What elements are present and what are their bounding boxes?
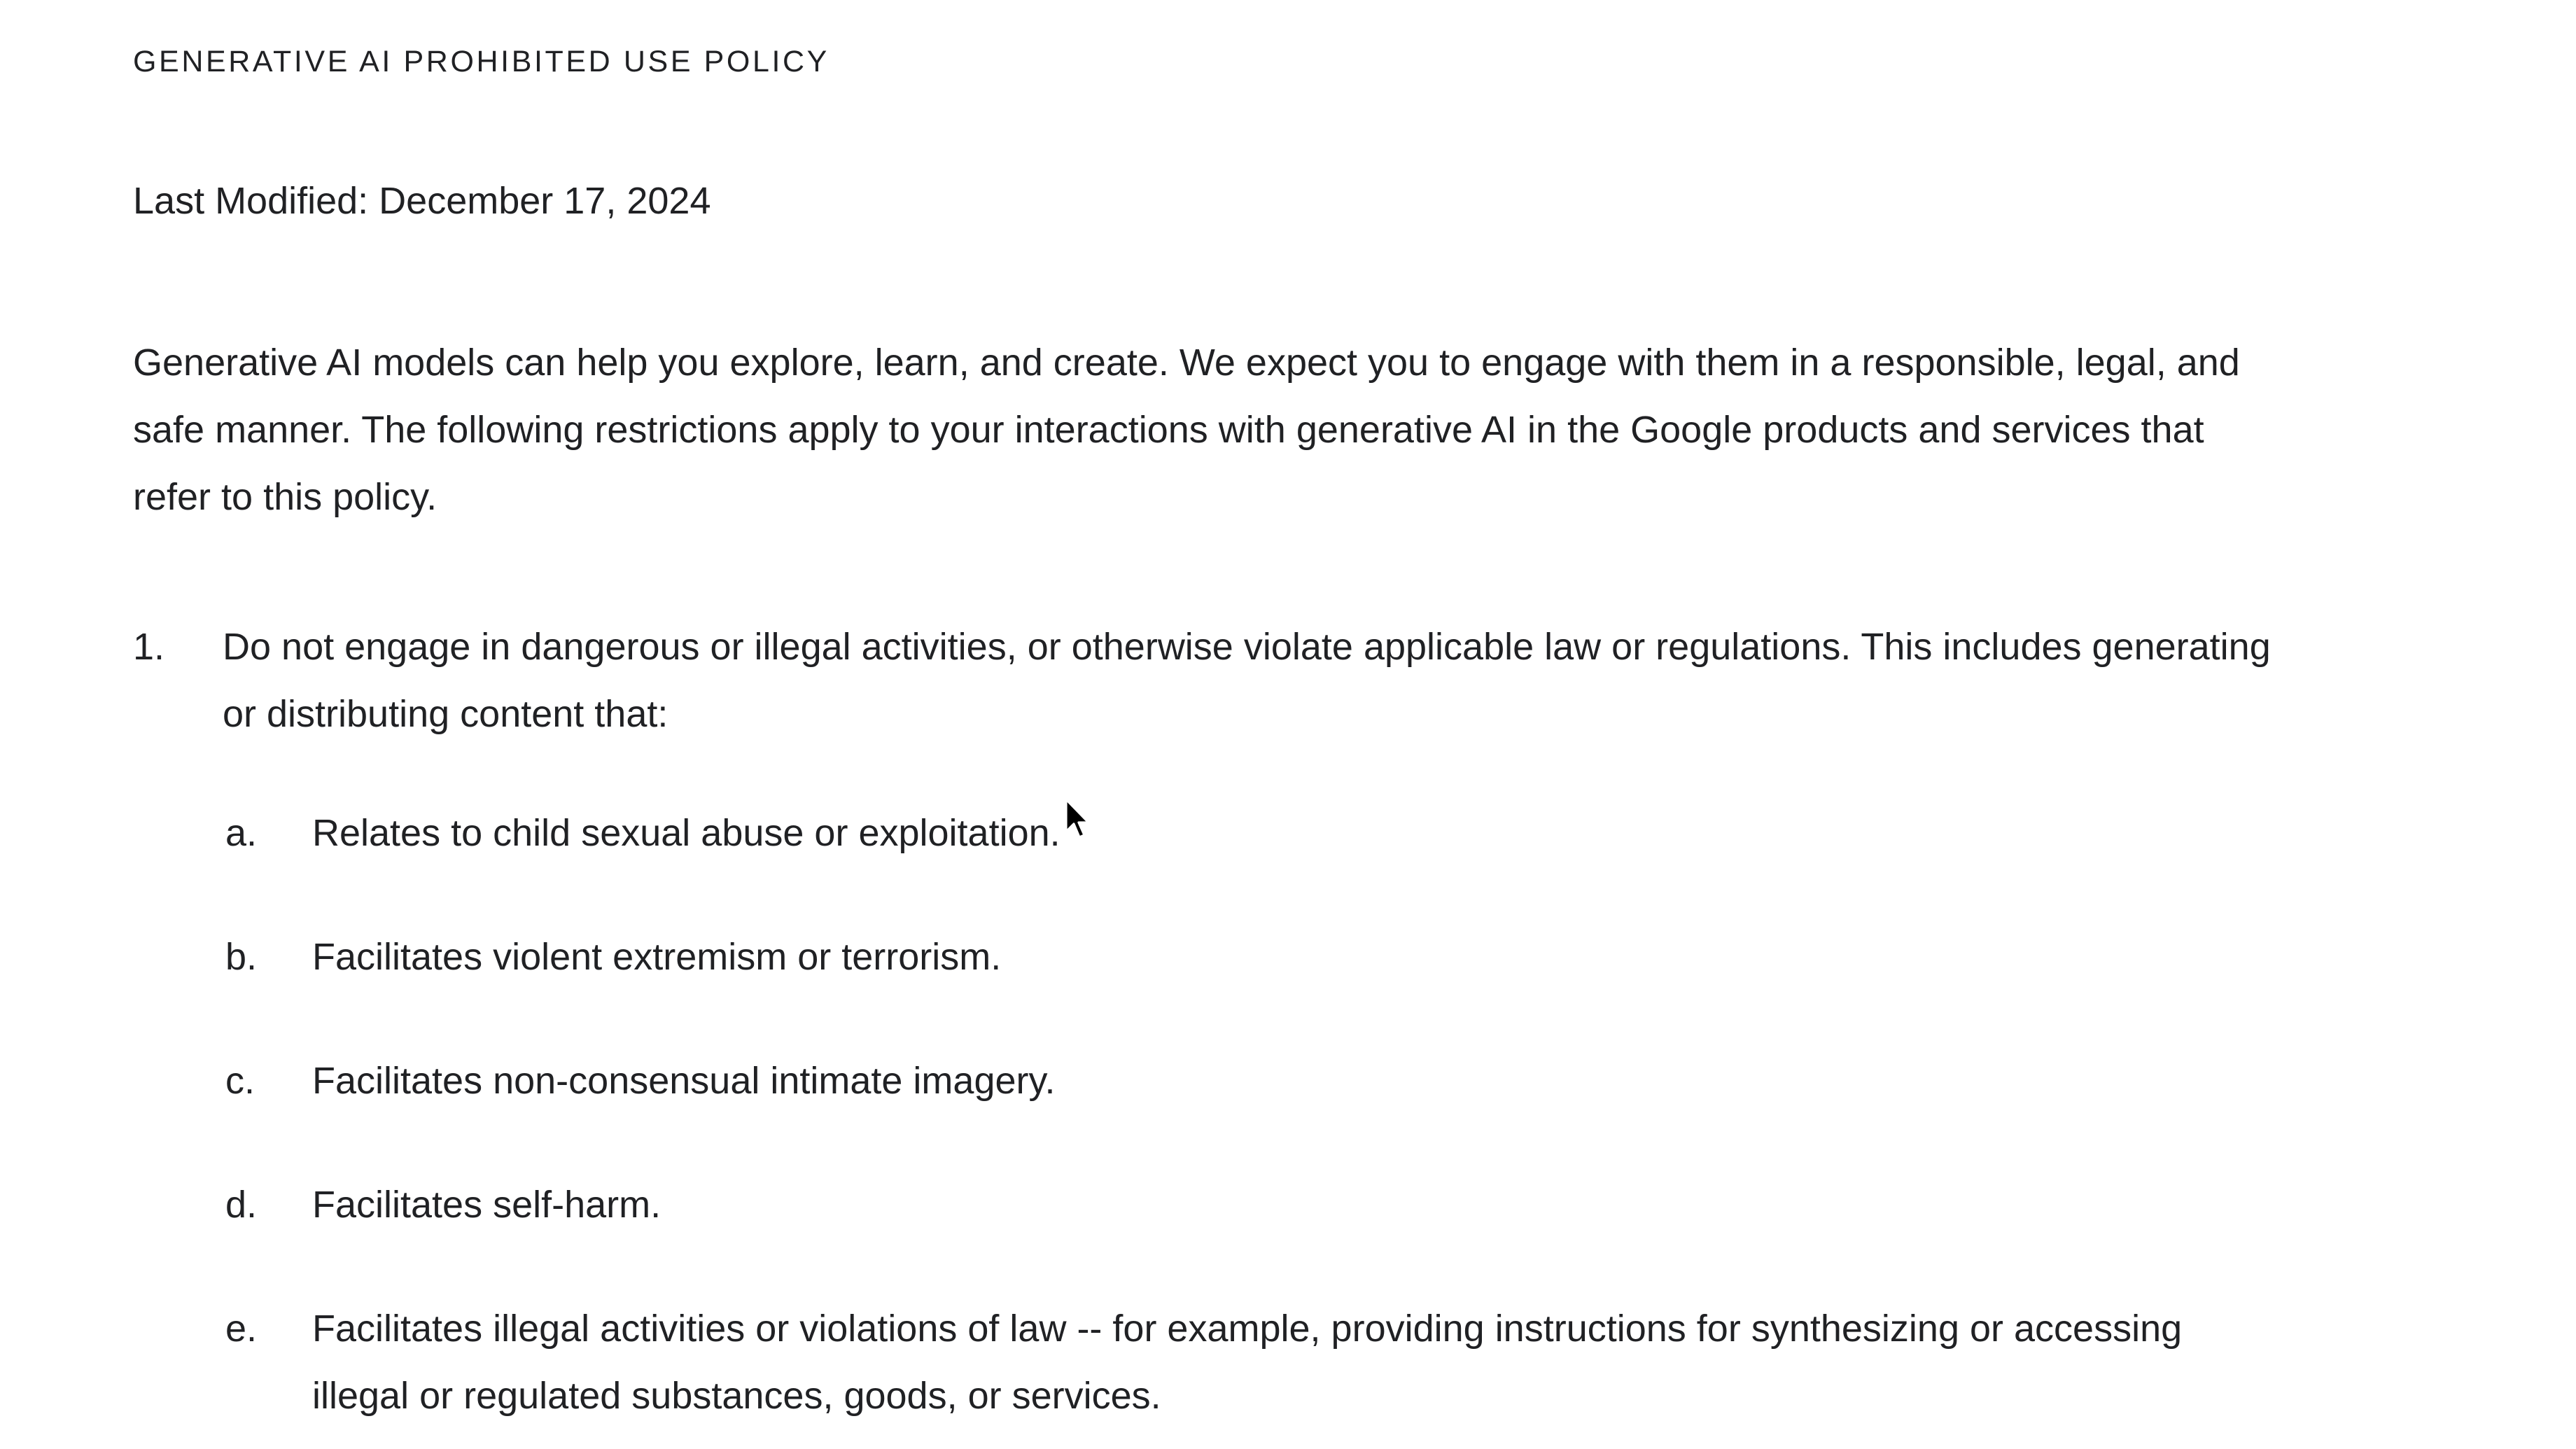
sub-item-d-letter: d. xyxy=(225,1184,258,1226)
list-item-1-text: Do not engage in dangerous or illegal activities, or otherwise violate applicable law or regulations. This includes generating or distributing content that: xyxy=(223,626,2271,735)
intro-paragraph: Generative AI models can help you explore, learn, and create. We expect you to engage with them in a responsible, legal, and safe manner. The following restrictions apply to your interactions with generative AI in the Google products and services that refer to this policy. xyxy=(133,342,2240,518)
document-title: GENERATIVE AI PROHIBITED USE POLICY xyxy=(133,45,830,78)
last-modified-date: Last Modified: December 17, 2024 xyxy=(133,180,711,222)
sub-item-d-text: Facilitates self-harm. xyxy=(312,1184,662,1226)
sub-item-a-letter: a. xyxy=(225,812,258,854)
mouse-pointer-icon xyxy=(1065,798,1090,841)
sub-item-b-text: Facilitates violent extremism or terrorism. xyxy=(312,936,1002,978)
list-item-1-number: 1. xyxy=(133,626,165,668)
sub-item-e-letter: e. xyxy=(225,1308,258,1350)
sub-item-c-letter: c. xyxy=(225,1060,255,1102)
sub-item-c-text: Facilitates non-consensual intimate imagery. xyxy=(312,1060,1056,1102)
sub-item-b-letter: b. xyxy=(225,936,258,978)
sub-item-a-text: Relates to child sexual abuse or exploitation. xyxy=(312,812,1060,854)
sub-item-e-text: Facilitates illegal activities or violations of law -- for example, providing instructions for synthesizing or accessing illegal or regulated substances, goods, or services. xyxy=(312,1308,2183,1417)
